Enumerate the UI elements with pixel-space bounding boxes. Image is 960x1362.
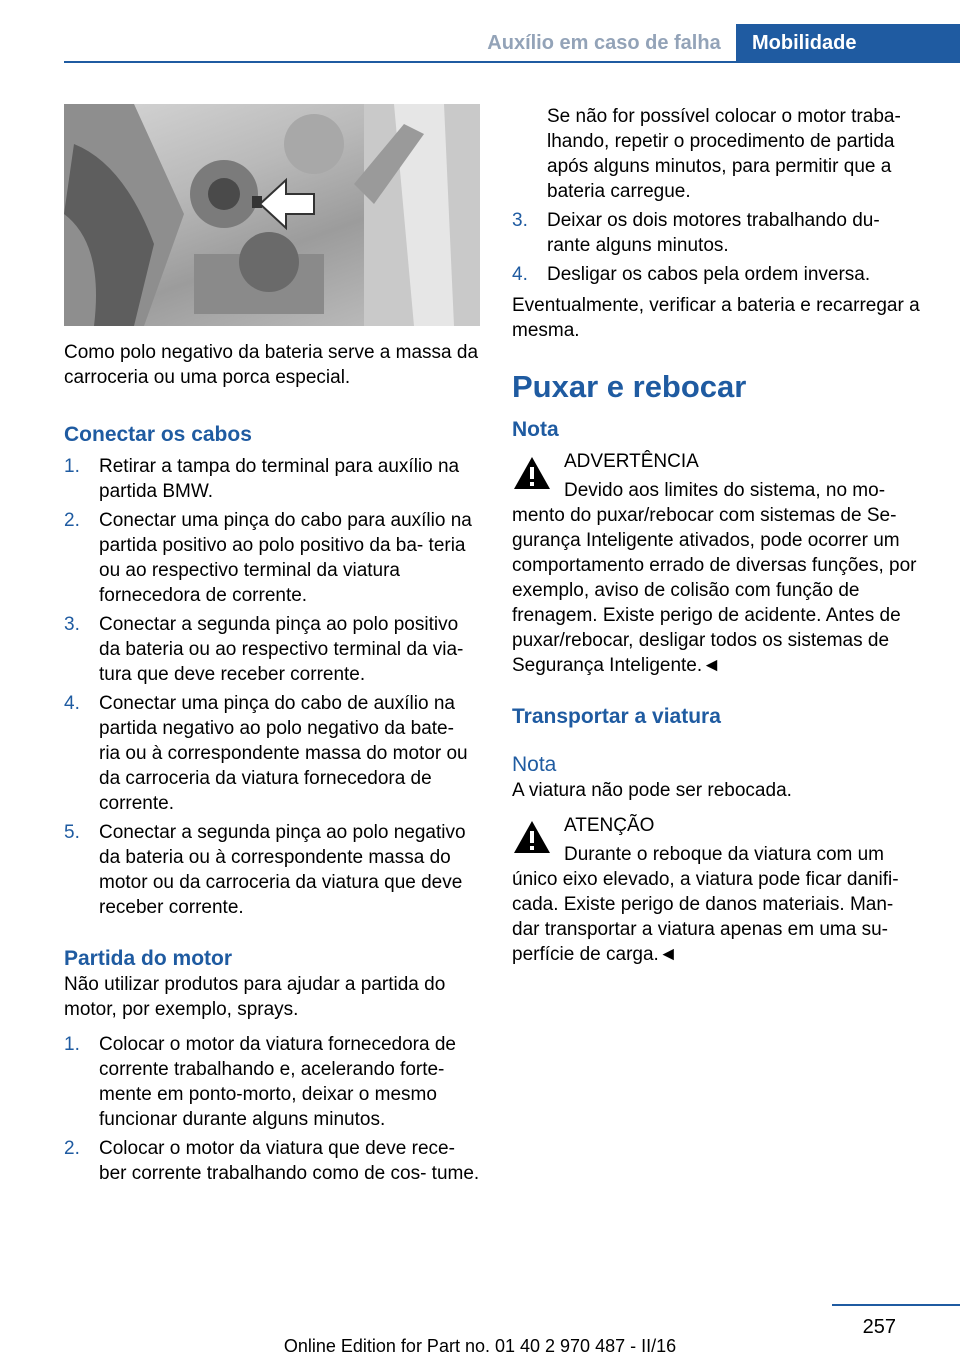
attention-body: único eixo elevado, a viatura pode ficar danifi‐ cada. Existe perigo de danos materiais. Man‐ dar transportar a viatura apenas em uma su‐ perfície de carga.◄ (512, 869, 899, 965)
warning-triangle-icon (512, 455, 552, 491)
connect-cables-heading: Conectar os cabos (64, 423, 252, 446)
engine-start-heading: Partida do motor (64, 947, 233, 970)
page-header (0, 0, 960, 64)
transport-heading: Transportar a viatura (512, 705, 721, 728)
battery-check-text: Eventualmente, verificar a bateria e recarregar a mesma. (512, 295, 920, 341)
right-column (512, 104, 922, 967)
transport-note-text: A viatura não pode ser rebocada. (512, 780, 792, 801)
chapter-tab[interactable]: Mobilidade (736, 24, 960, 62)
attention-box (512, 813, 922, 967)
connect-steps-list (64, 454, 480, 920)
list-item: 1. Retirar a tampa do terminal para auxílio na partida BMW. (64, 456, 460, 502)
list-item: 2. Colocar o motor da viatura que deve rece‐ ber corrente trabalhando como de cos‐ tume. (64, 1138, 480, 1184)
engine-bay-illustration (64, 104, 480, 326)
list-item: 4. Desligar os cabos pela ordem inversa. (512, 264, 871, 285)
attention-first-line: Durante o reboque da viatura com um (564, 844, 885, 865)
warning-box (512, 449, 922, 678)
header-divider (64, 61, 960, 63)
warning-body: mento do puxar/rebocar com sistemas de Se‐ gurança Inteligente ativados, pode ocorrer um comportamento errado de diversas funções, por exemplo, aviso de colisão com função de frenagem. Existe perigo de acidente. Antes de puxar/rebocar, desligar todos os sistemas de Segurança Inteligente.◄ (512, 505, 917, 676)
list-item: 2. Conectar uma pinça do cabo para auxílio na partida positivo ao polo positivo da ba‐ teria ou ao respectivo terminal da viatura fornecedora de corrente. (64, 510, 472, 606)
engine-start-intro: Não utilizar produtos para ajudar a partida do motor, por exemplo, sprays. (64, 974, 446, 1020)
list-item: 5. Conectar a segunda pinça ao polo negativo da bateria ou à correspondente massa do motor ou da carroceria da viatura que deve receber corrente. (64, 822, 466, 918)
warning-first-line: Devido aos limites do sistema, no mo‐ (564, 480, 886, 501)
note-heading: Nota (512, 418, 559, 441)
continuation-text: Se não for possível colocar o motor traba‐ lhando, repetir o procedimento de partida após alguns minutos, para permitir que a bateria carregue. (547, 106, 901, 202)
list-item: 3. Deixar os dois motores trabalhando du‐ rante alguns minutos. (512, 210, 880, 256)
list-item: 1. Colocar o motor da viatura fornecedora de corrente trabalhando e, acelerando forte‐ mente em ponto-morto, deixar o mesmo funcionar durante alguns minutos. (64, 1034, 456, 1130)
attention-title: ATENÇÃO (564, 815, 655, 836)
continued-steps-list (512, 208, 922, 287)
warning-triangle-icon (512, 819, 552, 855)
page-number: 257 (862, 1316, 896, 1338)
section-tab[interactable]: Auxílio em caso de falha (487, 31, 721, 54)
left-column (64, 104, 480, 1186)
engine-bay-photo (64, 104, 480, 326)
list-item: 3. Conectar a segunda pinça ao polo positivo da bateria ou ao respectivo terminal da via‐ tura que deve receber corrente. (64, 614, 464, 685)
transport-note-heading: Nota (512, 753, 557, 776)
edition-footer: Online Edition for Part no. 01 40 2 970 487 - II/16 (283, 1336, 677, 1356)
list-item: 4. Conectar uma pinça do cabo de auxílio na partida negativo ao polo negativo da bate‐ ria ou à correspondente massa do motor ou da carroceria da viatura fornecedora de corrente. (64, 693, 468, 814)
footer-divider (832, 1304, 960, 1306)
warning-title: ADVERTÊNCIA (564, 451, 699, 472)
tow-section-heading: Puxar e rebocar (512, 369, 747, 404)
photo-caption: Como polo negativo da bateria serve a massa da carroceria ou uma porca especial. (64, 342, 479, 388)
start-steps-list (64, 1032, 480, 1186)
